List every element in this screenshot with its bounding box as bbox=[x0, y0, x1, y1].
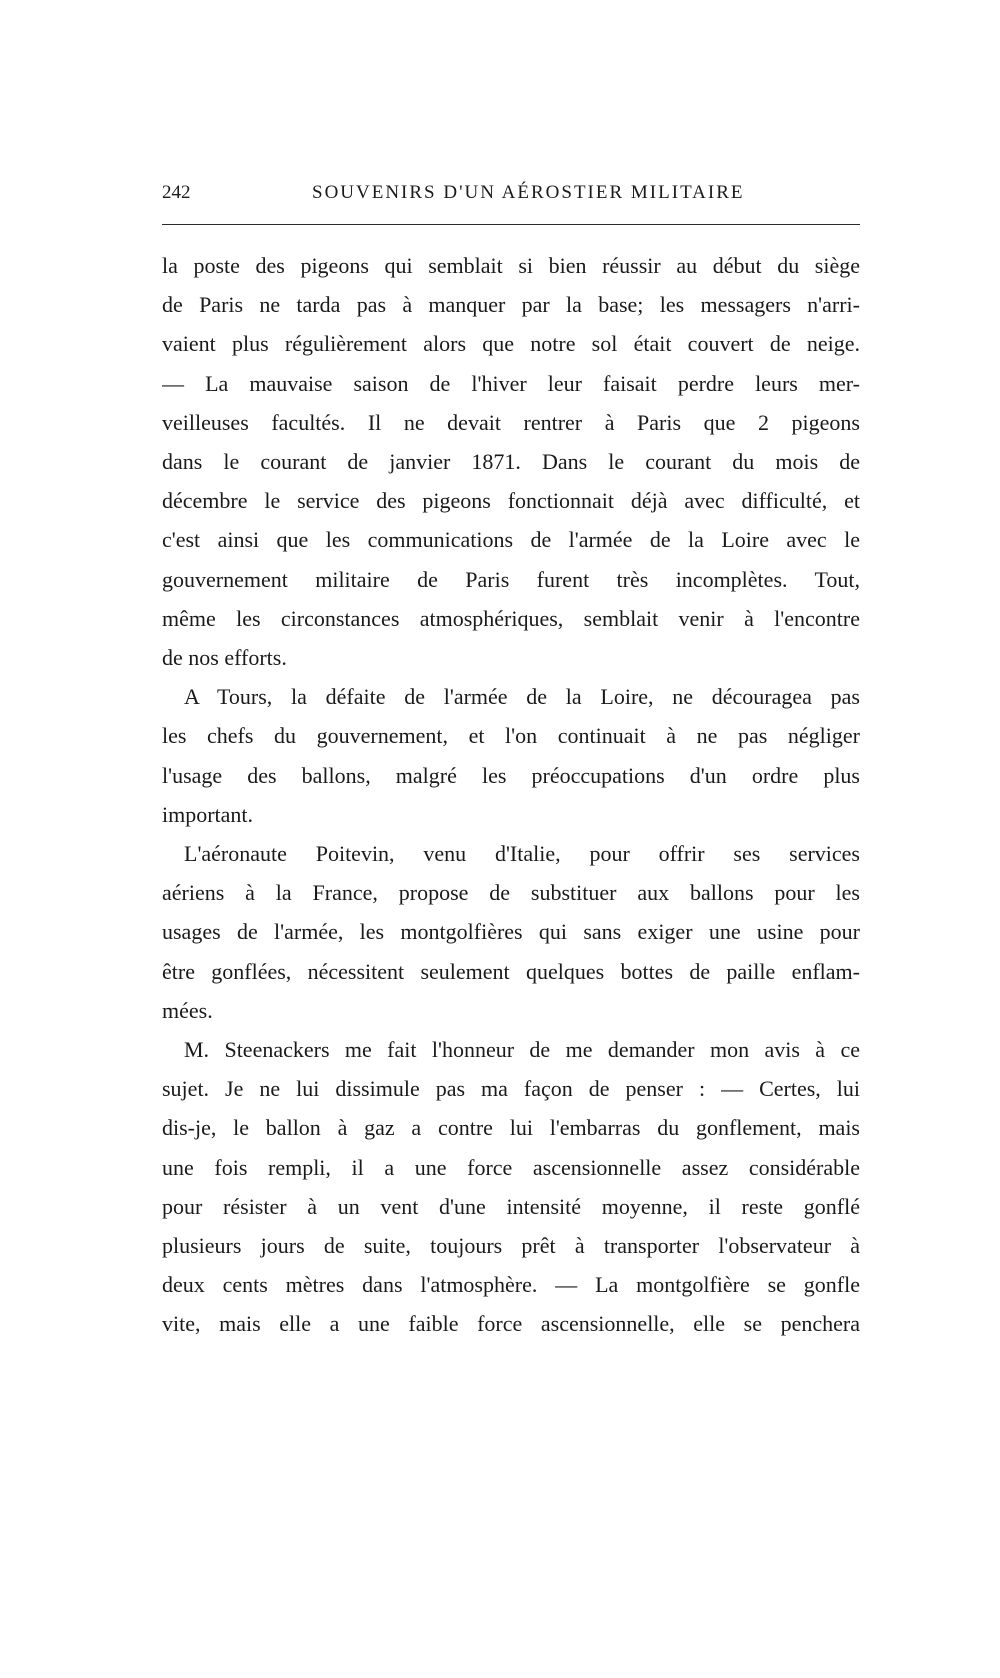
text-line: de nos efforts. bbox=[162, 645, 287, 671]
text-line: dis-je, le ballon à gaz a contre lui l'embarras du gonflement, mais bbox=[162, 1115, 860, 1141]
text-line: usages de l'armée, les montgolfières qui sans exiger une usine pour bbox=[162, 919, 860, 945]
text-line: L'aéronaute Poitevin, venu d'Italie, pour offrir ses services bbox=[184, 841, 860, 867]
text-line: plusieurs jours de suite, toujours prêt à transporter l'observateur à bbox=[162, 1233, 860, 1259]
header-rule bbox=[162, 224, 860, 225]
body-text bbox=[162, 246, 860, 1344]
text-line: dans le courant de janvier 1871. Dans le courant du mois de bbox=[162, 449, 860, 475]
text-line: vite, mais elle a une faible force ascensionnelle, elle se penchera bbox=[162, 1311, 860, 1337]
running-head bbox=[162, 182, 862, 216]
text-line: l'usage des ballons, malgré les préoccupations d'un ordre plus bbox=[162, 762, 860, 788]
paragraph-2 bbox=[162, 677, 860, 834]
paragraph-1 bbox=[162, 246, 860, 677]
text-line: deux cents mètres dans l'atmosphère. — La montgolfière se gonfle bbox=[162, 1272, 860, 1298]
text-line: pour résister à un vent d'une intensité moyenne, il reste gonflé bbox=[162, 1193, 860, 1219]
text-line: c'est ainsi que les communications de l'armée de la Loire avec le bbox=[162, 527, 860, 553]
text-line: A Tours, la défaite de l'armée de la Loire, ne découragea pas bbox=[184, 684, 860, 710]
text-line: de Paris ne tarda pas à manquer par la base; les messagers n'arri- bbox=[162, 292, 860, 318]
text-line: les chefs du gouvernement, et l'on continuait à ne pas négliger bbox=[162, 723, 860, 749]
paragraph-4 bbox=[162, 1030, 860, 1344]
text-line: décembre le service des pigeons fonctionnait déjà avec difficulté, et bbox=[162, 488, 860, 514]
page-number: 242 bbox=[162, 182, 191, 203]
text-line: M. Steenackers me fait l'honneur de me demander mon avis à ce bbox=[184, 1037, 860, 1063]
text-line: même les circonstances atmosphériques, semblait venir à l'encontre bbox=[162, 605, 860, 631]
text-line: mées. bbox=[162, 997, 213, 1023]
text-line: veilleuses facultés. Il ne devait rentrer à Paris que 2 pigeons bbox=[162, 409, 860, 435]
text-line: important. bbox=[162, 801, 254, 827]
text-line: aériens à la France, propose de substituer aux ballons pour les bbox=[162, 880, 860, 906]
text-line: gouvernement militaire de Paris furent très incomplètes. Tout, bbox=[162, 566, 860, 592]
text-line: vaient plus régulièrement alors que notre sol était couvert de neige. bbox=[162, 331, 860, 357]
text-line: être gonflées, nécessitent seulement quelques bottes de paille enflam- bbox=[162, 958, 860, 984]
text-line: — La mauvaise saison de l'hiver leur faisait perdre leurs mer- bbox=[162, 370, 860, 396]
running-title: SOUVENIRS D'UN AÉROSTIER MILITAIRE bbox=[312, 182, 745, 203]
paragraph-3 bbox=[162, 834, 860, 1030]
text-line: une fois rempli, il a une force ascensionnelle assez considérable bbox=[162, 1154, 860, 1180]
text-line: sujet. Je ne lui dissimule pas ma façon de penser : — Certes, lui bbox=[162, 1076, 860, 1102]
text-line: la poste des pigeons qui semblait si bien réussir au début du siège bbox=[162, 253, 860, 278]
